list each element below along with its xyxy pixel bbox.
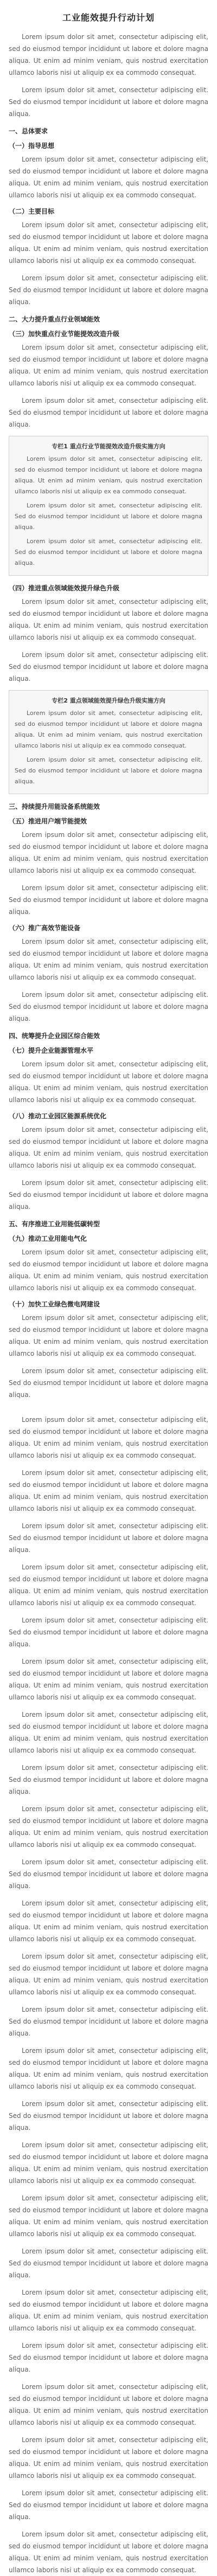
- callout-box: [9, 690, 208, 794]
- section-heading: 一、总体要求: [9, 127, 48, 135]
- body-paragraph: Lorem ipsum dolor sit amet, consectetur adipiscing elit, sed do eiusmod tempor incididunt ut labore et dolore magna aliqua. Ut enim ad minim veniam, quis nostrud exercitation ullamco laboris nisi ut aliquip ex ea commodo consequat.: [9, 156, 208, 199]
- callout-paragraph: Lorem ipsum dolor sit amet, consectetur adipiscing elit. Sed do eiusmod tempor incididunt ut labore et dolore magna aliqua.: [15, 502, 202, 531]
- section-heading: 二、大力提升重点行业领域能效: [9, 315, 100, 323]
- subsection-heading: （九）推动工业用能电气化: [9, 1235, 87, 1242]
- body-paragraph: Lorem ipsum dolor sit amet, consectetur adipiscing elit. Sed do eiusmod tempor incididunt ut labore et dolore magna aliqua.: [9, 991, 208, 1022]
- body-paragraph: Lorem ipsum dolor sit amet, consectetur adipiscing elit, sed do eiusmod tempor incididunt ut labore et dolore magna aliqua. Ut enim ad minim veniam, quis nostrud exercitation ullamco laboris nisi ut aliquip ex ea commodo consequat.: [9, 2194, 208, 2238]
- subsection-heading: （八）推动工业园区能源系统优化: [9, 1112, 107, 1120]
- body-paragraph: Lorem ipsum dolor sit amet, consectetur adipiscing elit, sed do eiusmod tempor incididunt ut labore et dolore magna aliqua. Ut enim ad minim veniam, quis nostrud exercitation ullamco laboris nisi ut aliquip ex ea commodo consequat.: [9, 598, 208, 641]
- body-paragraph: Lorem ipsum dolor sit amet, consectetur adipiscing elit, sed do eiusmod tempor incididunt ut labore et dolore magna aliqua. Ut enim ad minim veniam, quis nostrud exercitation ullamco laboris nisi ut aliquip ex ea commodo consequat.: [9, 1953, 208, 1996]
- callout-title: 专栏1 重点行业节能提效改造升级实施方向: [52, 443, 165, 450]
- body-paragraph: Lorem ipsum dolor sit amet, consectetur adipiscing elit, sed do eiusmod tempor incididunt ut labore et dolore magna aliqua. Ut enim ad minim veniam, quis nostrud exercitation ullamco laboris nisi ut aliquip ex ea commodo consequat.: [9, 2047, 208, 2090]
- callout-paragraph: Lorem ipsum dolor sit amet, consectetur adipiscing elit. Sed do eiusmod tempor incididunt ut labore et dolore magna aliqua.: [15, 538, 202, 566]
- subsection-heading: （四）推进重点领域能效提升绿色升级: [9, 584, 120, 592]
- callout-paragraph: Lorem ipsum dolor sit amet, consectetur adipiscing elit, sed do eiusmod tempor incididunt ut labore et dolore magna aliqua. Ut enim ad minim veniam, quis nostrud exercitation ullamco laboris nisi ut aliquip ex ea commodo consequat.: [15, 455, 202, 495]
- section-heading: 四、统筹提升企业园区综合能效: [9, 1032, 100, 1040]
- body-paragraph: Lorem ipsum dolor sit amet, consectetur adipiscing elit. Sed do eiusmod tempor incididunt ut labore et dolore magna aliqua.: [9, 274, 208, 306]
- subsection-heading: （七）提升企业能源管理水平: [9, 1047, 94, 1054]
- body-paragraph: Lorem ipsum dolor sit amet, consectetur adipiscing elit, sed do eiusmod tempor incididunt ut labore et dolore magna aliqua. Ut enim ad minim veniam, quis nostrud exercitation ullamco laboris nisi ut aliquip ex ea commodo consequat.: [9, 2141, 208, 2185]
- body-paragraph: Lorem ipsum dolor sit amet, consectetur adipiscing elit, sed do eiusmod tempor incididunt ut labore et dolore magna aliqua. Ut enim ad minim veniam, quis nostrud exercitation ullamco laboris nisi ut aliquip ex ea commodo consequat.: [9, 1711, 208, 1754]
- body-paragraph: Lorem ipsum dolor sit amet, consectetur adipiscing elit, sed do eiusmod tempor incididunt ut labore et dolore magna aliqua. Ut enim ad minim veniam, quis nostrud exercitation ullamco laboris nisi ut aliquip ex ea commodo consequat.: [9, 1899, 208, 1943]
- body-paragraph: Lorem ipsum dolor sit amet, consectetur adipiscing elit, sed do eiusmod tempor incididunt ut labore et dolore magna aliqua. Ut enim ad minim veniam, quis nostrud exercitation ullamco laboris nisi ut aliquip ex ea commodo consequat.: [9, 221, 208, 265]
- body-paragraph: Lorem ipsum dolor sit amet, consectetur adipiscing elit, sed do eiusmod tempor incididunt ut labore et dolore magna aliqua. Ut enim ad minim veniam, quis nostrud exercitation ullamco laboris nisi ut aliquip ex ea commodo consequat.: [9, 831, 208, 874]
- body-paragraph: Lorem ipsum dolor sit amet, consectetur adipiscing elit, sed do eiusmod tempor incididunt ut labore et dolore magna aliqua. Ut enim ad minim veniam, quis nostrud exercitation ullamco laboris nisi ut aliquip ex ea commodo consequat.: [9, 1658, 208, 1701]
- body-paragraph: Lorem ipsum dolor sit amet, consectetur adipiscing elit, sed do eiusmod tempor incididunt ut labore et dolore magna aliqua. Ut enim ad minim veniam, quis nostrud exercitation ullamco laboris nisi ut aliquip ex ea commodo consequat.: [9, 1416, 208, 1459]
- body-paragraph: Lorem ipsum dolor sit amet, consectetur adipiscing elit, sed do eiusmod tempor incididunt ut labore et dolore magna aliqua. Ut enim ad minim veniam, quis nostrud exercitation ullamco laboris nisi ut aliquip ex ea commodo consequat.: [9, 1248, 208, 1292]
- callout-box: [9, 436, 208, 576]
- subsection-heading: （一）指导思想: [9, 142, 55, 150]
- body-paragraph: Lorem ipsum dolor sit amet, consectetur adipiscing elit. Sed do eiusmod tempor incididunt ut labore et dolore magna aliqua.: [9, 2342, 208, 2373]
- body-paragraph: Lorem ipsum dolor sit amet, consectetur adipiscing elit. Sed do eiusmod tempor incididunt ut labore et dolore magna aliqua.: [9, 397, 208, 428]
- callout-paragraph: Lorem ipsum dolor sit amet, consectetur adipiscing elit, sed do eiusmod tempor incididunt ut labore et dolore magna aliqua. Ut enim ad minim veniam, quis nostrud exercitation ullamco laboris nisi ut aliquip ex ea commodo consequat.: [15, 710, 202, 749]
- subsection-heading: （十）加快工业绿色微电网建设: [9, 1300, 100, 1308]
- body-paragraph: Lorem ipsum dolor sit amet, consectetur adipiscing elit, sed do eiusmod tempor incididunt ut labore et dolore magna aliqua. Ut enim ad minim veniam, quis nostrud exercitation ullamco laboris nisi ut aliquip ex ea commodo consequat.: [9, 1469, 208, 1512]
- subsection-heading: （二）主要目标: [9, 208, 55, 215]
- subsection-heading: （六）推广高效节能设备: [9, 924, 81, 932]
- body-paragraph: Lorem ipsum dolor sit amet, consectetur adipiscing elit. Sed do eiusmod tempor incididunt ut labore et dolore magna aliqua.: [9, 1179, 208, 1210]
- body-paragraph: Lorem ipsum dolor sit amet, consectetur adipiscing elit, sed do eiusmod tempor incididunt ut labore et dolore magna aliqua. Ut enim ad minim veniam, quis nostrud exercitation ullamco laboris nisi ut aliquip ex ea commodo consequat.: [9, 2436, 208, 2480]
- body-paragraph: Lorem ipsum dolor sit amet, consectetur adipiscing elit, sed do eiusmod tempor incididunt ut labore et dolore magna aliqua. Ut enim ad minim veniam, quis nostrud exercitation ullamco laboris nisi ut aliquip ex ea commodo consequat.: [9, 2383, 208, 2426]
- page-title: 工业能效提升行动计划: [62, 12, 155, 23]
- body-paragraph: Lorem ipsum dolor sit amet, consectetur adipiscing elit. Sed do eiusmod tempor incididunt ut labore et dolore magna aliqua.: [9, 2100, 208, 2131]
- body-paragraph: Lorem ipsum dolor sit amet, consectetur adipiscing elit. Sed do eiusmod tempor incididunt ut labore et dolore magna aliqua.: [9, 1367, 208, 1399]
- body-paragraph: Lorem ipsum dolor sit amet, consectetur adipiscing elit, sed do eiusmod tempor incididunt ut labore et dolore magna aliqua. Ut enim ad minim veniam, quis nostrud exercitation ullamco laboris nisi ut aliquip ex ea commodo consequat.: [9, 1805, 208, 1849]
- body-paragraph: Lorem ipsum dolor sit amet, consectetur adipiscing elit, sed do eiusmod tempor incididunt ut labore et dolore magna aliqua. Ut enim ad minim veniam, quis nostrud exercitation ullamco laboris nisi ut aliquip ex ea commodo consequat.: [9, 2530, 208, 2574]
- body-paragraph: Lorem ipsum dolor sit amet, consectetur adipiscing elit. Sed do eiusmod tempor incididunt ut labore et dolore magna aliqua.: [9, 1617, 208, 1648]
- body-paragraph: Lorem ipsum dolor sit amet, consectetur adipiscing elit. Sed do eiusmod tempor incididunt ut labore et dolore magna aliqua.: [9, 2247, 208, 2279]
- body-paragraph: Lorem ipsum dolor sit amet, consectetur adipiscing elit. Sed do eiusmod tempor incididunt ut labore et dolore magna aliqua.: [9, 884, 208, 916]
- body-paragraph: Lorem ipsum dolor sit amet, consectetur adipiscing elit. Sed do eiusmod tempor incididunt ut labore et dolore magna aliqua.: [9, 2006, 208, 2037]
- body-paragraph: Lorem ipsum dolor sit amet, consectetur adipiscing elit. Sed do eiusmod tempor incididunt ut labore et dolore magna aliqua.: [9, 86, 208, 118]
- subsection-heading: （五）推进用户端节能提效: [9, 817, 87, 825]
- body-paragraph: Lorem ipsum dolor sit amet, consectetur adipiscing elit, sed do eiusmod tempor incididunt ut labore et dolore magna aliqua. Ut enim ad minim veniam, quis nostrud exercitation ullamco laboris nisi ut aliquip ex ea commodo consequat.: [9, 1060, 208, 1104]
- section-heading: 三、持续提升用能设备系统能效: [9, 803, 100, 810]
- body-paragraph: Lorem ipsum dolor sit amet, consectetur adipiscing elit, sed do eiusmod tempor incididunt ut labore et dolore magna aliqua. Ut enim ad minim veniam, quis nostrud exercitation ullamco laboris nisi ut aliquip ex ea commodo consequat.: [9, 1126, 208, 1169]
- body-paragraph: Lorem ipsum dolor sit amet, consectetur adipiscing elit. Sed do eiusmod tempor incididunt ut labore et dolore magna aliqua.: [9, 1522, 208, 1554]
- section-heading: 五、有序推进工业用能低碳转型: [9, 1220, 100, 1228]
- body-paragraph: Lorem ipsum dolor sit amet, consectetur adipiscing elit, sed do eiusmod tempor incididunt ut labore et dolore magna aliqua. Ut enim ad minim veniam, quis nostrud exercitation ullamco laboris nisi ut aliquip ex ea commodo consequat.: [9, 33, 208, 76]
- body-paragraph: Lorem ipsum dolor sit amet, consectetur adipiscing elit. Sed do eiusmod tempor incididunt ut labore et dolore magna aliqua.: [9, 1764, 208, 1795]
- body-paragraph: Lorem ipsum dolor sit amet, consectetur adipiscing elit, sed do eiusmod tempor incididunt ut labore et dolore magna aliqua. Ut enim ad minim veniam, quis nostrud exercitation ullamco laboris nisi ut aliquip ex ea commodo consequat.: [9, 2289, 208, 2332]
- body-paragraph: Lorem ipsum dolor sit amet, consectetur adipiscing elit. Sed do eiusmod tempor incididunt ut labore et dolore magna aliqua.: [9, 1858, 208, 1890]
- body-paragraph: Lorem ipsum dolor sit amet, consectetur adipiscing elit. Sed do eiusmod tempor incididunt ut labore et dolore magna aliqua.: [9, 651, 208, 682]
- body-paragraph: Lorem ipsum dolor sit amet, consectetur adipiscing elit, sed do eiusmod tempor incididunt ut labore et dolore magna aliqua. Ut enim ad minim veniam, quis nostrud exercitation ullamco laboris nisi ut aliquip ex ea commodo consequat.: [9, 344, 208, 387]
- body-paragraph: Lorem ipsum dolor sit amet, consectetur adipiscing elit. Sed do eiusmod tempor incididunt ut labore et dolore magna aliqua.: [9, 2489, 208, 2521]
- callout-title: 专栏2 重点领域能效提升绿色升级实施方向: [52, 697, 165, 704]
- body-paragraph: Lorem ipsum dolor sit amet, consectetur adipiscing elit, sed do eiusmod tempor incididunt ut labore et dolore magna aliqua. Ut enim ad minim veniam, quis nostrud exercitation ullamco laboris nisi ut aliquip ex ea commodo consequat.: [9, 1563, 208, 1607]
- callout-paragraph: Lorem ipsum dolor sit amet, consectetur adipiscing elit. Sed do eiusmod tempor incididunt ut labore et dolore magna aliqua.: [15, 756, 202, 785]
- body-paragraph: Lorem ipsum dolor sit amet, consectetur adipiscing elit, sed do eiusmod tempor incididunt ut labore et dolore magna aliqua. Ut enim ad minim veniam, quis nostrud exercitation ullamco laboris nisi ut aliquip ex ea commodo consequat.: [9, 1314, 208, 1357]
- subsection-heading: （三）加快重点行业节能提效改造升级: [9, 330, 120, 338]
- body-paragraph: Lorem ipsum dolor sit amet, consectetur adipiscing elit, sed do eiusmod tempor incididunt ut labore et dolore magna aliqua. Ut enim ad minim veniam, quis nostrud exercitation ullamco laboris nisi ut aliquip ex ea commodo consequat.: [9, 938, 208, 981]
